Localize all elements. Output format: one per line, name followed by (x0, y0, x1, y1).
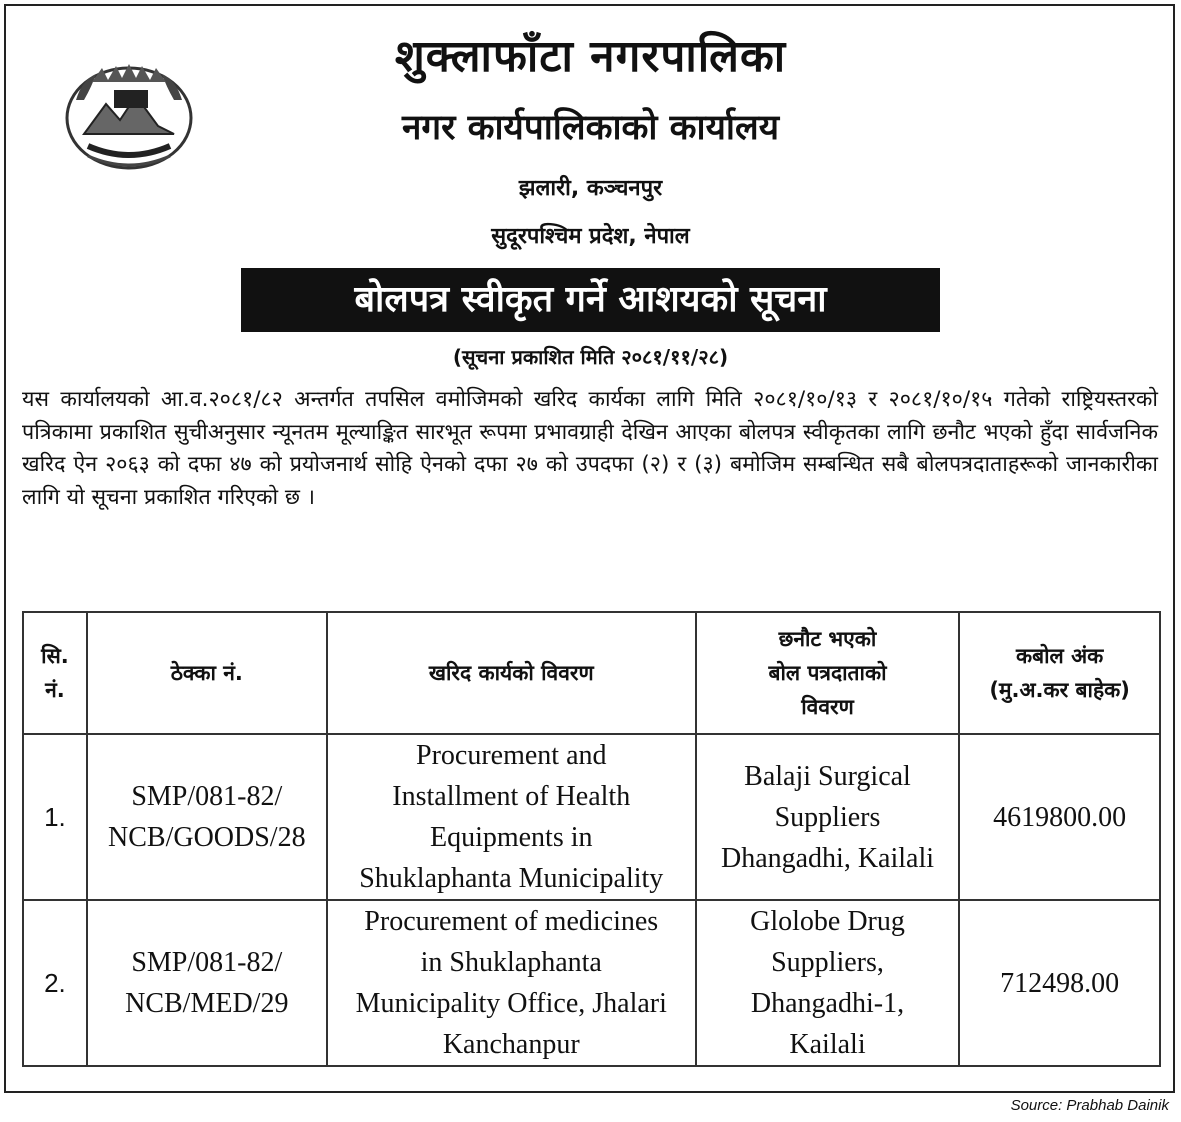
header-contract: ठेक्का नं. (87, 612, 327, 734)
cell-line: Dhangadhi-1, (750, 988, 905, 1019)
cell-line: Suppliers (774, 801, 881, 833)
header-sn-line: नं. (45, 678, 65, 702)
bid-table (22, 611, 1161, 1067)
table-header-row (23, 612, 1160, 734)
row-amount: 4619800.00 (959, 734, 1160, 900)
cell-line: Suppliers, (771, 947, 884, 978)
header-bidder-line: बोल पत्रदाताको (768, 661, 887, 685)
notice-title: बोलपत्र स्वीकृत गर्ने आशयको सूचना (241, 268, 940, 332)
row-amount: 712498.00 (959, 900, 1160, 1066)
cell-line: Glolobe Drug (750, 906, 905, 937)
row-bidder (696, 734, 959, 900)
province-name: सुदूरपश्चिम प्रदेश, नेपाल (491, 224, 690, 249)
header-description: खरिद कार्यको विवरण (327, 612, 696, 734)
table-row (23, 900, 1160, 1066)
cell-line: in Shuklaphanta (420, 947, 602, 978)
cell-line: SMP/081-82/ (131, 947, 283, 978)
row-sn: 2. (23, 900, 87, 1066)
header-amount-line: कबोल अंक (1015, 644, 1104, 668)
publish-date: (सूचना प्रकाशित मिति २०८१/११/२८) (452, 345, 729, 369)
notice-body: यस कार्यालयको आ.व.२०८१/८२ अन्तर्गत तपसिल वमोजिमको खरिद कार्यका लागि मिति २०८१/१०/१३ र २०८१/१०/१५ गतेको राष्ट्रियस्तरको पत्रिकामा प्रकाशित सुचीअनुसार न्यूनतम मूल्याङ्कित सारभूत रूपमा प्रभावग्राही देखिन आएका बोलपत्र स्वीकृतका लागि छनौट भएको हुँदा सार्वजनिक खरिद ऐन २०६३ को दफा ४७ को प्रयोजनार्थ सोहि ऐनको दफा २७ को उपदफा (२) र (३) बमोजिम सम्बन्धित सबै बोलपत्रदाताहरूको जानकारीका लागि यो सूचना प्रकाशित गरिएको छ । (22, 387, 1158, 510)
header-amount-line: (मु.अ.कर बाहेक) (989, 678, 1130, 702)
header-bidder-line: छनौट भएको (778, 627, 877, 651)
source-credit: Source: Prabhab Dainik (1010, 1097, 1169, 1114)
cell-line: Dhangadhi, Kailali (720, 842, 935, 874)
row-bidder (696, 900, 959, 1066)
header-sn (23, 612, 87, 734)
header-amount (959, 612, 1160, 734)
cell-line: Procurement of medicines (364, 906, 659, 937)
row-description (327, 900, 696, 1066)
header-bidder (696, 612, 959, 734)
header-sn-line: सि. (41, 644, 69, 668)
cell-line: NCB/MED/29 (125, 988, 289, 1019)
cell-line: Kailali (789, 1029, 866, 1060)
cell-line: Municipality Office, Jhalari (355, 988, 667, 1019)
row-sn: 1. (23, 734, 87, 900)
cell-line: Balaji Surgical (744, 760, 911, 792)
cell-line: Installment of Health (392, 781, 631, 812)
cell-line: Equipments in (429, 822, 593, 853)
office-name: नगर कार्यपालिकाको कार्यालय (401, 108, 780, 148)
row-contract (87, 734, 327, 900)
cell-line: Shuklaphanta Municipality (359, 863, 664, 894)
table-row (23, 734, 1160, 900)
row-description (327, 734, 696, 900)
cell-line: Kanchanpur (442, 1029, 580, 1060)
municipality-name: शुक्लाफाँटा नगरपालिका (394, 31, 787, 82)
cell-line: Procurement and (416, 740, 607, 771)
office-location: झलारी, कञ्चनपुर (518, 176, 663, 201)
cell-line: SMP/081-82/ (131, 781, 283, 812)
cell-line: NCB/GOODS/28 (108, 822, 306, 853)
row-contract (87, 900, 327, 1066)
header-bidder-line: विवरण (801, 695, 854, 719)
